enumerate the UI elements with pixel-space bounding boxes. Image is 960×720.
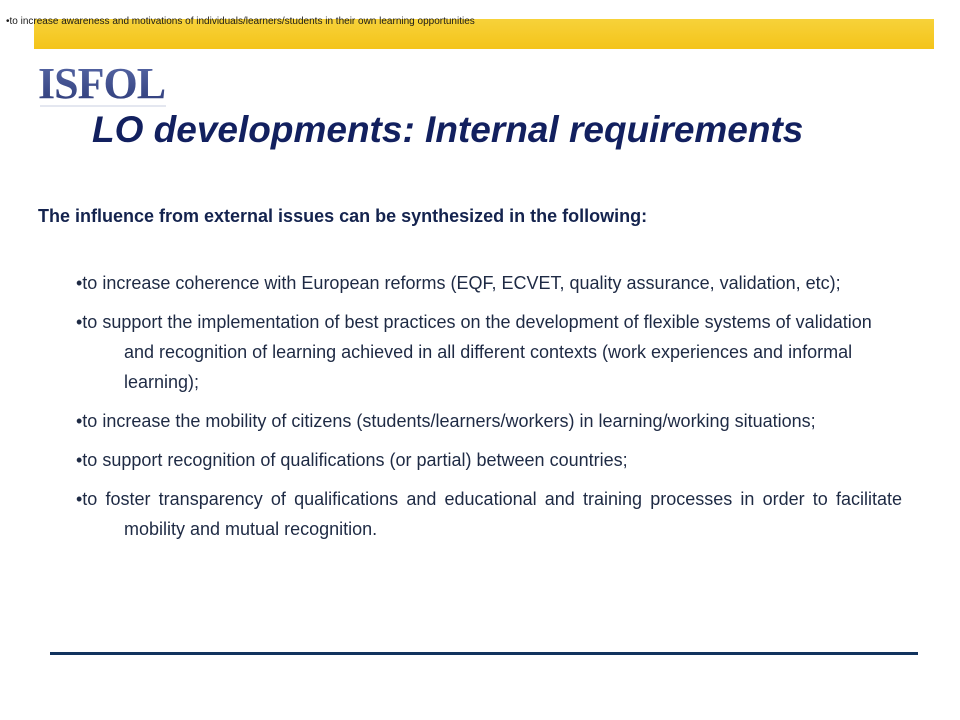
list-item: •to foster transparency of qualifications and educational and training processes in order to facilitate mobility and mutual recognition.: [76, 489, 902, 539]
footer-divider: [50, 652, 918, 655]
svg-text:ISFOL: ISFOL: [38, 59, 166, 108]
list-item: •to increase the mobility of citizens (students/learners/workers) in learning/working situations;: [76, 411, 816, 431]
header-note: •to increase awareness and motivations of individuals/learners/students in their own learning opportunities: [6, 16, 475, 27]
list-item: •to support the implementation of best practices on the development of flexible systems of validation and recognition of learning achieved in all different contexts (work experiences and informal learning);: [76, 312, 872, 392]
list-item: •to support recognition of qualifications (or partial) between countries;: [76, 450, 628, 470]
intro-text: The influence from external issues can be synthesized in the following:: [38, 206, 648, 226]
requirements-list: [76, 268, 902, 553]
list-item: •to increase coherence with European reforms (EQF, ECVET, quality assurance, validation, etc);: [76, 273, 841, 293]
page-title: LO developments: Internal requirements: [92, 109, 804, 150]
